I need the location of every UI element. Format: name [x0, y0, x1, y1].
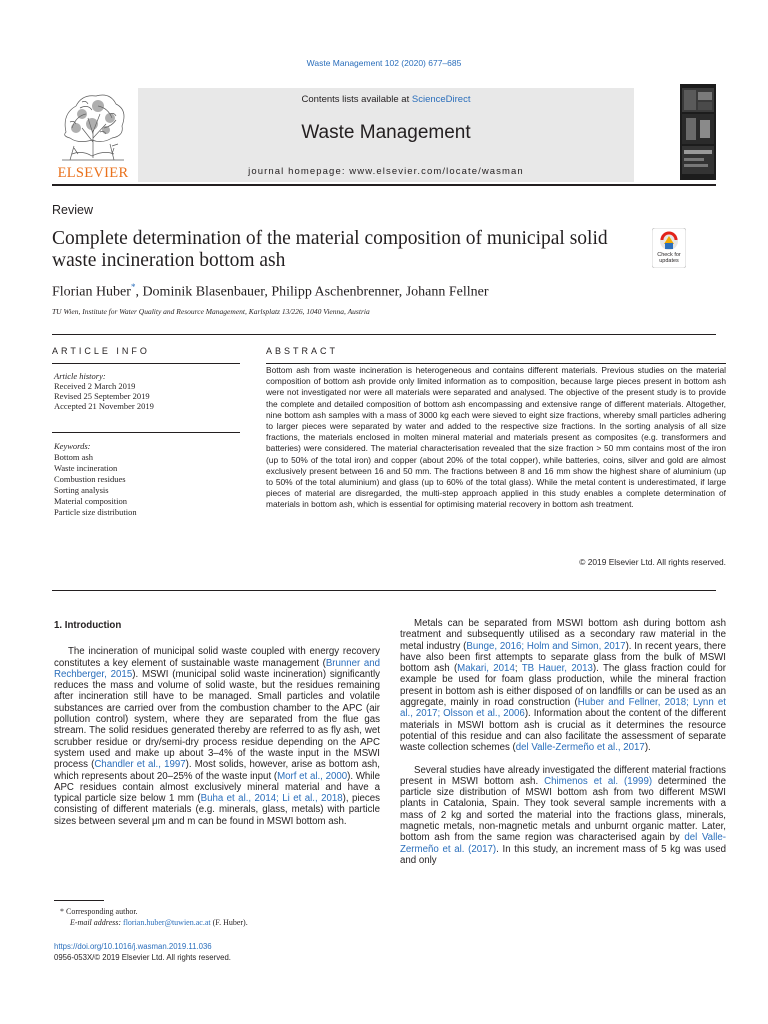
citation-link[interactable]: Huber and Fellner, 2018; Lynn et al., 2017; Olsson et al., 2006 — [400, 697, 726, 720]
author-list — [52, 282, 489, 301]
keyword: Material composition — [54, 496, 127, 506]
abstract-copyright: © 2019 Elsevier Ltd. All rights reserved. — [579, 557, 726, 567]
issn-copyright: 0956-053X/© 2019 Elsevier Ltd. All rights reserved. — [54, 952, 231, 962]
citation-link[interactable]: TB Hauer, 2013 — [521, 663, 593, 675]
author-name: Johann Fellner — [405, 284, 489, 300]
author-name: Florian Huber — [52, 284, 131, 300]
footnote-divider — [54, 900, 104, 901]
article-title: Complete determination of the material composition of municipal solid waste incineration bottom ash — [52, 228, 608, 271]
info-divider — [52, 432, 240, 433]
section-heading-introduction: 1. Introduction — [54, 620, 122, 631]
header-divider — [52, 334, 716, 335]
author-affiliation: TU Wien, Institute for Water Quality and Resource Management, Karlsplatz 13/226, 1040 Vienna, Austria — [52, 307, 370, 316]
journal-header-band — [138, 88, 634, 182]
keyword: Particle size distribution — [54, 507, 137, 517]
received-date: Received 2 March 2019 — [54, 381, 136, 391]
author-separator: , — [135, 284, 143, 300]
contents-prefix: Contents lists available at — [301, 94, 412, 105]
author-name: Dominik Blasenbauer — [142, 284, 265, 300]
keywords-label: Keywords: — [54, 441, 91, 451]
author-separator: , — [264, 284, 272, 300]
body-column-left — [54, 620, 380, 827]
article-info-heading: ARTICLE INFO — [52, 346, 240, 364]
revised-date: Revised 25 September 2019 — [54, 391, 150, 401]
journal-title: Waste Management — [301, 122, 471, 143]
corresponding-author-footnote — [60, 906, 360, 928]
citation-link[interactable]: Chimenos et al. (1999) — [544, 775, 653, 787]
citation-link[interactable]: Chandler et al., 1997 — [94, 759, 186, 771]
body-paragraph: Several studies have already investigated the different material fractions present in MSWI bottom ash. Chimenos et al. (1999) determined the particle size distribution of MSWI bottom ash from two different MSWI plants in Catalonia, Spain. They took several sample increments with a mass of 2 kg and sorted the material into the fractions glass, minerals, magnetic metals, non-magnetic metals and unburnt organic matter. Later, bottom ash from the same region was characterised again by del Valle-Zermeño et al. (2017). In this study, an increment mass of 5 kg was used and only — [400, 764, 727, 866]
abstract-heading: ABSTRACT — [266, 346, 726, 364]
citation-link[interactable]: Buha et al., 2014; Li et al., 2018 — [200, 793, 343, 805]
sciencedirect-link[interactable]: ScienceDirect — [411, 94, 471, 105]
citation-link[interactable]: del Valle-Zermeño et al., 2017 — [515, 742, 645, 754]
citation-link[interactable]: Bunge, 2016; Holm and Simon, 2017 — [466, 640, 626, 652]
journal-masthead — [52, 82, 716, 186]
author-name: Philipp Aschenbrenner — [271, 284, 399, 300]
journal-cover-thumbnail — [680, 84, 716, 180]
keyword: Waste incineration — [54, 463, 118, 473]
article-history — [54, 371, 244, 411]
doi-block — [54, 942, 384, 964]
journal-homepage[interactable]: journal homepage: www.elsevier.com/locate/wasman — [248, 166, 524, 177]
citation-link[interactable]: Morf et al., 2000 — [277, 770, 348, 782]
keyword: Combustion residues — [54, 474, 126, 484]
keyword: Sorting analysis — [54, 485, 109, 495]
contents-availability — [138, 94, 634, 105]
journal-citation[interactable]: Waste Management 102 (2020) 677–685 — [306, 58, 462, 68]
citation-link[interactable]: del Valle-Zermeño et al. (2017) — [400, 832, 726, 855]
history-label: Article history: — [54, 371, 106, 381]
author-separator: , — [398, 284, 406, 300]
body-paragraph: Metals can be separated from MSWI bottom ash during bottom ash treatment and subsequently utilised as a secondary raw material in the metal industry (Bunge, 2016; Holm and Simon, 2017). In recent years, there have also been first attempts to separate glass from the bulk of MSWI bottom ash (Makari, 2014; TB Hauer, 2013). The glass fraction could for example be used for foam glass production, while the mineral fraction present in bottom ash is either disposed of on landfills or can be used as an aggregate, mainly in road construction (Huber and Fellner, 2018; Lynn et al., 2017; Olsson et al., 2006). Information about the content of the different materials in MSWI bottom ash is crucial as it determines the resource potential of this residue and can also facilitate the assessment of separate waste collection schemes (del Valle-Zermeño et al., 2017). — [400, 618, 726, 754]
check-for-updates-label: Check for updates — [657, 252, 681, 264]
body-column-right — [400, 618, 726, 866]
citation-link[interactable]: Makari, 2014 — [457, 663, 515, 675]
accepted-date: Accepted 21 November 2019 — [54, 401, 154, 411]
footnote-mark: * — [60, 907, 64, 916]
email-label: E-mail address: — [70, 918, 124, 927]
abstract-divider — [52, 590, 716, 591]
body-paragraph: The incineration of municipal solid waste coupled with energy recovery constitutes a key element of sustainable waste management (Brunner and Rechberger, 2015). MSWI (municipal solid waste incineration) significantly reduces the mass and volume of solid waste, but the residues remaining after incineration still have to be managed. Small particles and volatile substances are carried over from the combustion chamber to the APC (air pollution control) system, where they are separated from the flue gas stream. The solid residues generated thereby are referred to as fly ash, wet scrubber residue or dry/semi-dry process residue depending on the APC system used and make up about 3–4% of the waste input in the MSWI process (Chandler et al., 1997). Most solids, however, arise as bottom ash, which represents about 20–25% of the waste input (Morf et al., 2000). While APC residues contain almost exclusively mineral material and have a typical particle size below 1 mm (Buha et al., 2014; Li et al., 2018), pieces consisting of different materials (e.g. minerals, glass, metals) with particle sizes between several μm and m can be found in MSWI bottom ash. — [54, 646, 381, 827]
keywords-list — [54, 441, 244, 518]
doi-link[interactable]: https://doi.org/10.1016/j.wasman.2019.11.036 — [54, 942, 212, 951]
citation-link[interactable]: Brunner and Rechberger, 2015 — [54, 657, 380, 680]
keyword: Bottom ash — [54, 452, 93, 462]
email-suffix: (F. Huber). — [210, 918, 248, 927]
article-type: Review — [52, 203, 93, 217]
abstract-text: Bottom ash from waste incineration is heterogeneous and contains different materials. Previous studies on the material composition of bottom ash provide only limited information as to composition, because large pieces present in bottom ash were not investigated nor were all materials were separated and analysed. The objective of the present study is to provide the complete and detailed composition of bottom ash encompassing and extensive range of different materials. Altogether, nine bottom ash samples with a mass of 3000 kg each were sieved to eight size fractions, whereby small particles adhering to larger pieces were separated by water and added to the respective size fractions. In the sorting analysis of all size fractions, the materials enclosed in molten mineral material and materials present as composites (e.g. transformers and batteries) were considered. The material characterisation revealed that the size fraction > 50 mm contains most of the iron (up to 50% of the total iron) and copper (about 20% of the total copper), while batteries, coins, silver and gold are almost exclusively present between 16 and 50 mm. The fractions between 8 and 16 mm show the highest share of aluminium (up to 50% of the total aluminium) and glass (up to 60% of the total glass). While the metal content is underestimated, if large pieces of material are disregarded, the multi-step approach applied in this study enables a complete determination of materials in bottom ash, which is essential for optimising material recovery in bottom ash treatment. — [266, 365, 726, 510]
author-email-link[interactable]: florian.huber@tuwien.ac.at — [123, 918, 211, 927]
corresponding-author-mark[interactable]: * — [130, 282, 136, 292]
elsevier-wordmark: ELSEVIER — [57, 165, 129, 181]
footnote-corresponding: Corresponding author. — [66, 907, 138, 916]
